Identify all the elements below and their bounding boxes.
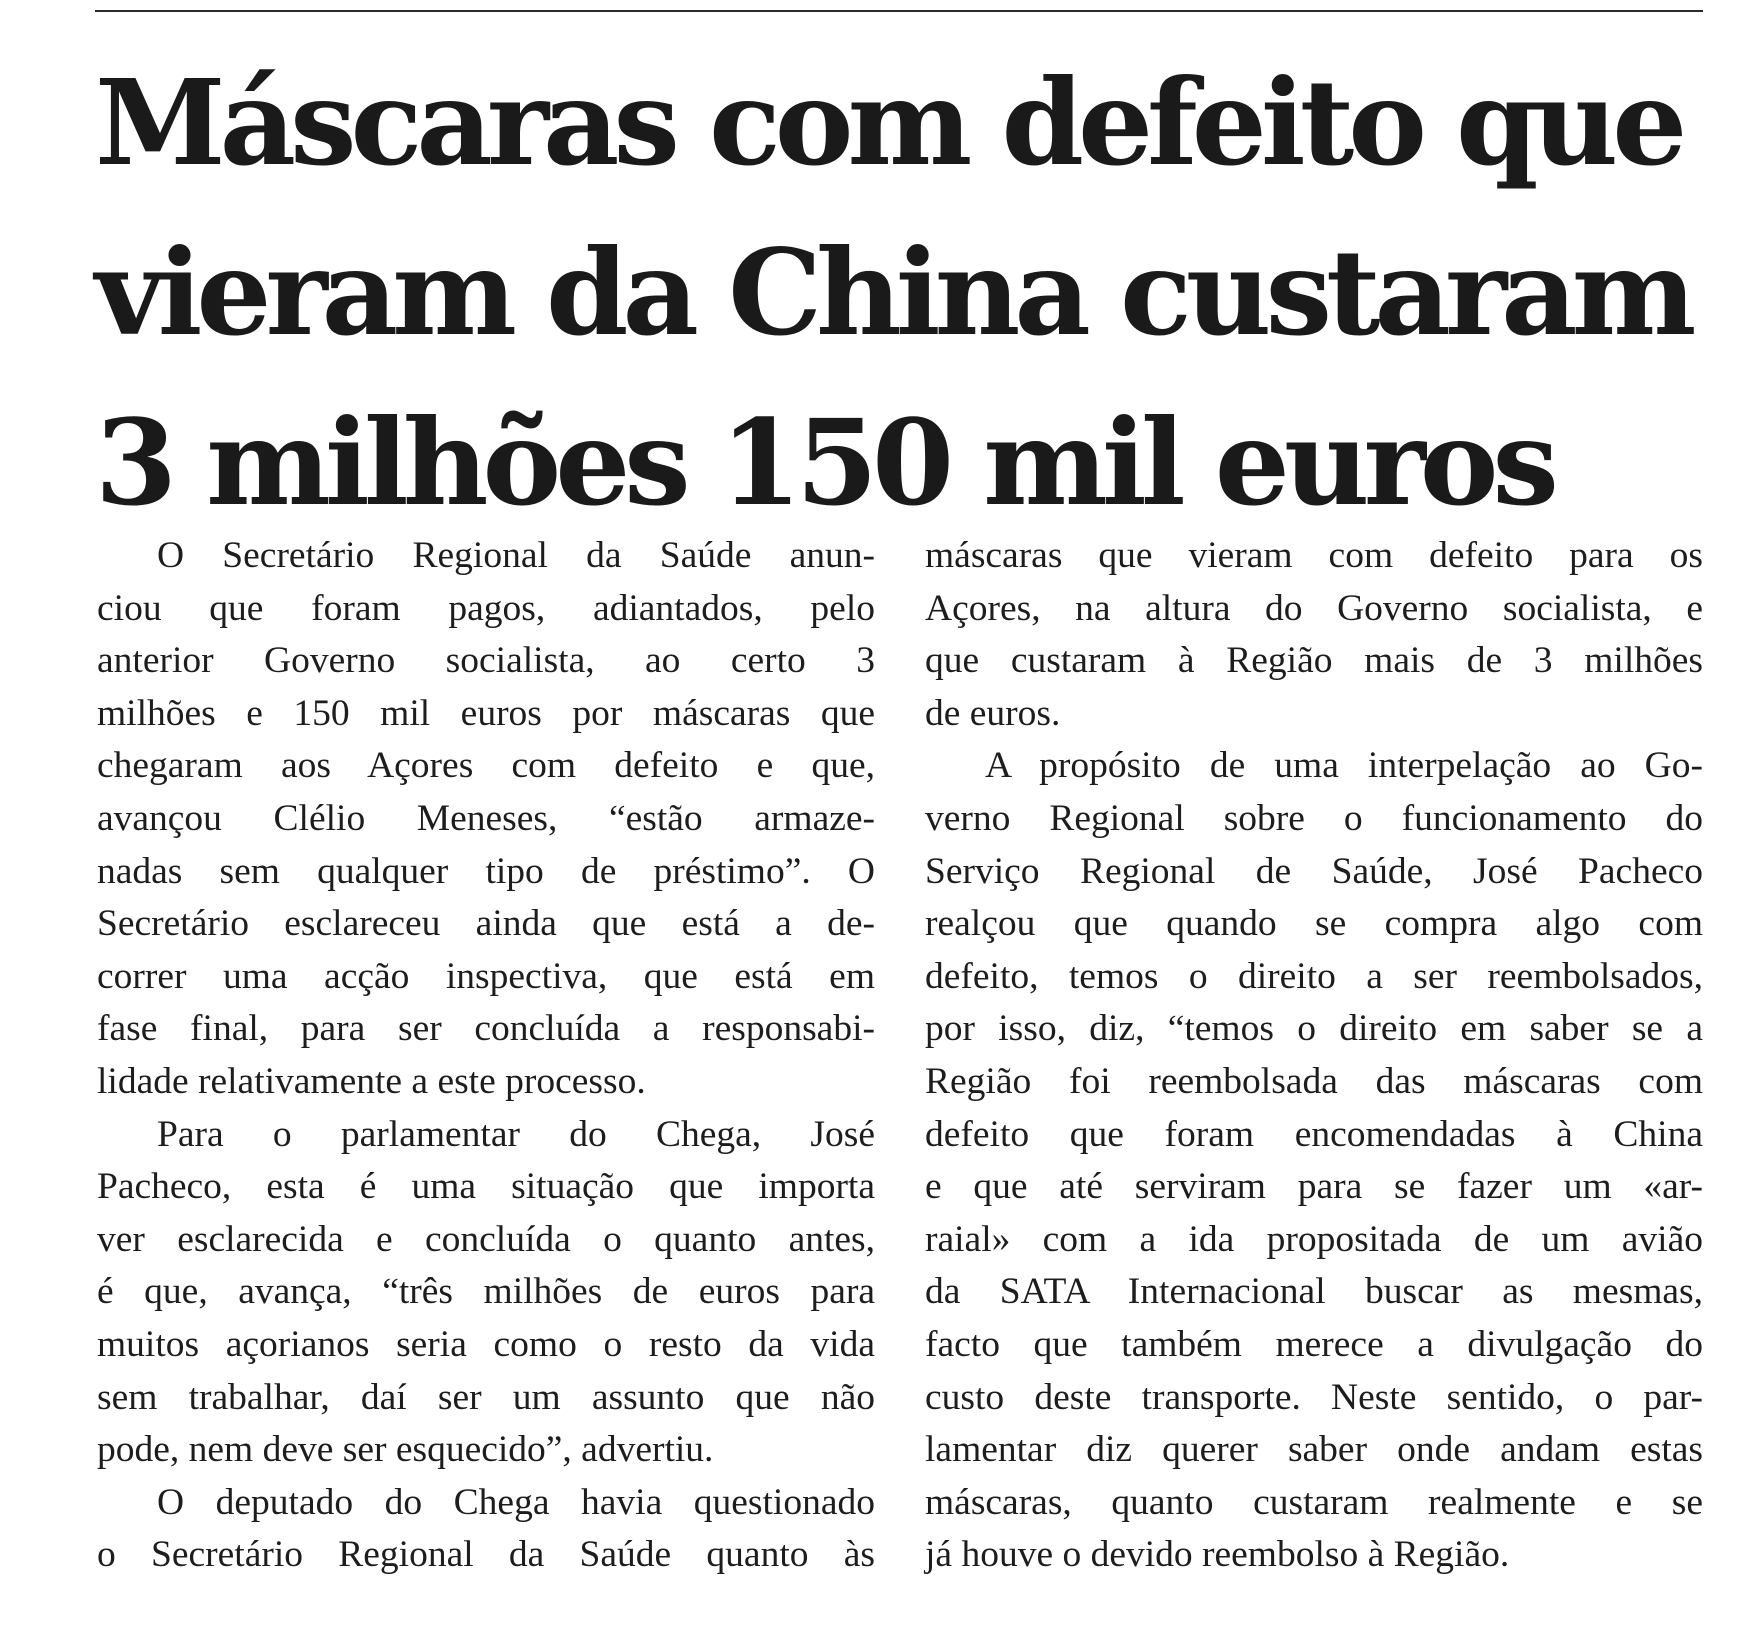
top-rule	[95, 10, 1703, 12]
text-line: de euros.	[925, 692, 1061, 734]
text-line: ciou que foram pagos, adiantados, pelo	[97, 587, 875, 629]
text-line: milhões e 150 mil euros por máscaras que	[97, 692, 875, 734]
text-line: pode, nem deve ser esquecido”, advertiu.	[97, 1429, 714, 1471]
text-line: A propósito de uma interpelação ao Go-	[985, 745, 1703, 787]
text-line: anterior Governo socialista, ao certo 3	[97, 640, 875, 682]
text-line: e que até serviram para se fazer um «ar-	[925, 1166, 1703, 1208]
text-line: da SATA Internacional buscar as mesmas,	[925, 1271, 1703, 1313]
text-line: ver esclarecida e concluída o quanto antes,	[97, 1218, 875, 1260]
text-line: verno Regional sobre o funcionamento do	[925, 797, 1703, 839]
text-line: custo deste transporte. Neste sentido, o par-	[925, 1376, 1703, 1418]
paragraph-right-1	[925, 530, 1703, 740]
text-line: sem trabalhar, daí ser um assunto que não	[97, 1376, 875, 1418]
text-line: facto que também merece a divulgação do	[925, 1323, 1703, 1365]
paragraph-right-2	[925, 740, 1703, 1582]
text-line: já houve o devido reembolso à Região.	[925, 1534, 1510, 1576]
text-line: muitos açorianos seria como o resto da vida	[97, 1323, 875, 1365]
text-line: lidade relativamente a este processo.	[97, 1060, 646, 1102]
article-column-left	[97, 530, 875, 1582]
text-line: defeito, temos o direito a ser reembolsados,	[925, 955, 1703, 997]
paragraph-left-3	[97, 1477, 875, 1582]
text-line: Para o parlamentar do Chega, José	[157, 1113, 875, 1155]
paragraph-left-1	[97, 530, 875, 1109]
text-line: máscaras que vieram com defeito para os	[925, 535, 1703, 576]
headline-line-2: vieram da China custaram	[95, 223, 1691, 362]
text-line: fase final, para ser concluída a responsabi-	[97, 1008, 875, 1050]
paragraph-left-2	[97, 1109, 875, 1477]
text-line: lamentar diz querer saber onde andam estas	[925, 1429, 1703, 1471]
text-line: é que, avança, “três milhões de euros para	[97, 1271, 875, 1313]
text-line: máscaras, quanto custaram realmente e se	[925, 1481, 1703, 1523]
headline	[95, 38, 1695, 548]
text-line: correr uma acção inspectiva, que está em	[97, 955, 875, 997]
text-line: O Secretário Regional da Saúde anun-	[157, 535, 875, 576]
text-line: avançou Clélio Meneses, “estão armaze-	[97, 797, 875, 839]
headline-line-1: Máscaras com defeito que	[95, 53, 1682, 192]
text-line: chegaram aos Açores com defeito e que,	[97, 745, 875, 787]
headline-line-3: 3 milhões 150 mil euros	[95, 393, 1553, 532]
text-line: Secretário esclareceu ainda que está a de-	[97, 903, 875, 945]
text-line: Região foi reembolsada das máscaras com	[925, 1060, 1703, 1102]
article-column-right	[925, 530, 1703, 1582]
text-line: o Secretário Regional da Saúde quanto às	[97, 1534, 875, 1576]
text-line: Serviço Regional de Saúde, José Pacheco	[925, 850, 1703, 892]
text-line: realçou que quando se compra algo com	[925, 903, 1703, 945]
text-line: raial» com a ida propositada de um avião	[925, 1218, 1703, 1260]
text-line: O deputado do Chega havia questionado	[157, 1481, 875, 1523]
text-line: Açores, na altura do Governo socialista, e	[925, 587, 1703, 629]
text-line: nadas sem qualquer tipo de préstimo”. O	[97, 850, 875, 892]
text-line: que custaram à Região mais de 3 milhões	[925, 640, 1703, 682]
text-line: defeito que foram encomendadas à China	[925, 1113, 1703, 1155]
text-line: por isso, diz, “temos o direito em saber se a	[925, 1008, 1703, 1050]
text-line: Pacheco, esta é uma situação que importa	[97, 1166, 875, 1208]
